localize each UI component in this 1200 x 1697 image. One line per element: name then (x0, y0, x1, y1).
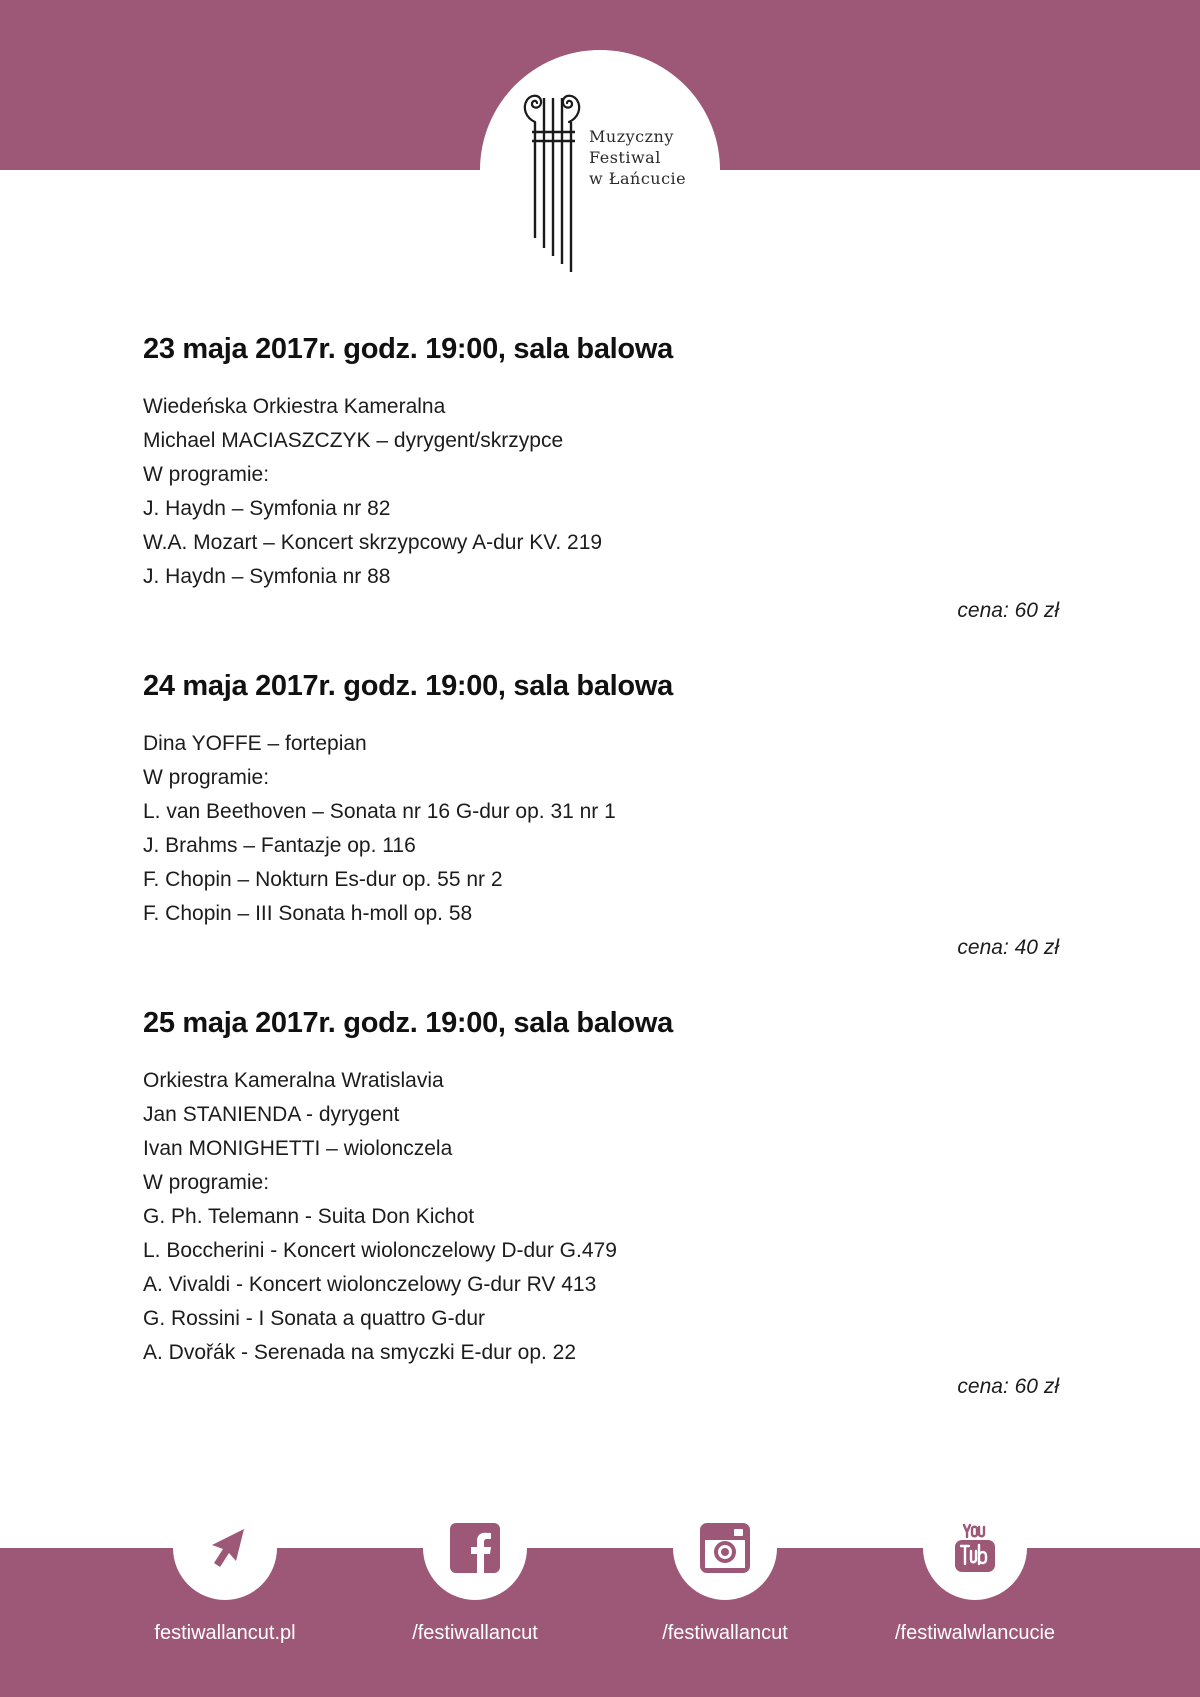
instagram-label[interactable]: /festiwallancut (662, 1622, 788, 1644)
program-line: W.A. Mozart – Koncert skrzypcowy A-dur KV. 219 (143, 531, 603, 554)
youtube-label[interactable]: /festiwalwlancucie (894, 1622, 1056, 1644)
event-title: 24 maja 2017r. godz. 19:00, sala balowa (143, 670, 673, 702)
event-program (143, 390, 1063, 594)
program-line: W programie: (143, 463, 270, 486)
program-line: G. Ph. Telemann - Suita Don Kichot (143, 1205, 475, 1228)
ticket-price: cena: 60 zł (957, 599, 1059, 622)
youtube-link[interactable] (845, 1496, 1105, 1645)
youtube-icon (950, 1523, 1000, 1573)
program-line: J. Haydn – Symfonia nr 82 (143, 497, 391, 520)
program-line: J. Brahms – Fantazje op. 116 (143, 834, 416, 857)
program-line: Ivan MONIGHETTI – wiolonczela (143, 1137, 453, 1160)
website-link[interactable] (95, 1496, 355, 1645)
program-line: W programie: (143, 766, 270, 789)
facebook-label[interactable]: /festiwallancut (412, 1622, 538, 1644)
program-line: L. van Beethoven – Sonata nr 16 G-dur op. 31 nr 1 (143, 800, 616, 823)
event-title: 23 maja 2017r. godz. 19:00, sala balowa (143, 333, 673, 365)
program-line: L. Boccherini - Koncert wiolonczelowy D-dur G.479 (143, 1239, 617, 1262)
column-logo-icon (518, 88, 588, 273)
concert-event (143, 666, 1063, 965)
instagram-badge[interactable] (673, 1496, 777, 1600)
program-line: Jan STANIENDA - dyrygent (143, 1103, 400, 1126)
ticket-price: cena: 40 zł (957, 936, 1059, 959)
program-line: Michael MACIASZCZYK – dyrygent/skrzypce (143, 429, 564, 452)
facebook-link[interactable] (345, 1496, 605, 1645)
ticket-price: cena: 60 zł (957, 1375, 1059, 1398)
facebook-badge[interactable] (423, 1496, 527, 1600)
festival-name-line: w Łańcucie (589, 169, 687, 188)
website-label[interactable]: festiwallancut.pl (154, 1622, 296, 1644)
event-program (143, 1064, 1063, 1370)
program-line: A. Vivaldi - Koncert wiolonczelowy G-dur RV 413 (143, 1273, 597, 1296)
program-line: F. Chopin – III Sonata h-moll op. 58 (143, 902, 473, 925)
program-line: Orkiestra Kameralna Wratislavia (143, 1069, 444, 1092)
instagram-icon (700, 1523, 750, 1573)
program-line: F. Chopin – Nokturn Es-dur op. 55 nr 2 (143, 868, 503, 891)
festival-name-line: Festiwal (589, 148, 661, 167)
concert-event (143, 1003, 1063, 1404)
festival-name-line: Muzyczny (589, 127, 674, 146)
program-line: J. Haydn – Symfonia nr 88 (143, 565, 391, 588)
concert-event (143, 329, 1063, 628)
event-title: 25 maja 2017r. godz. 19:00, sala balowa (143, 1007, 673, 1039)
instagram-link[interactable] (595, 1496, 855, 1645)
website-badge[interactable] (173, 1496, 277, 1600)
facebook-icon (450, 1523, 500, 1573)
program-line: W programie: (143, 1171, 270, 1194)
send-arrow-icon (200, 1523, 250, 1573)
program-line: Wiedeńska Orkiestra Kameralna (143, 395, 446, 418)
program-line: G. Rossini - I Sonata a quattro G-dur (143, 1307, 485, 1330)
program-line: Dina YOFFE – fortepian (143, 732, 367, 755)
festival-name (589, 126, 686, 189)
youtube-badge[interactable] (923, 1496, 1027, 1600)
program-line: A. Dvořák - Serenada na smyczki E-dur op. 22 (143, 1341, 577, 1364)
event-program (143, 727, 1063, 931)
